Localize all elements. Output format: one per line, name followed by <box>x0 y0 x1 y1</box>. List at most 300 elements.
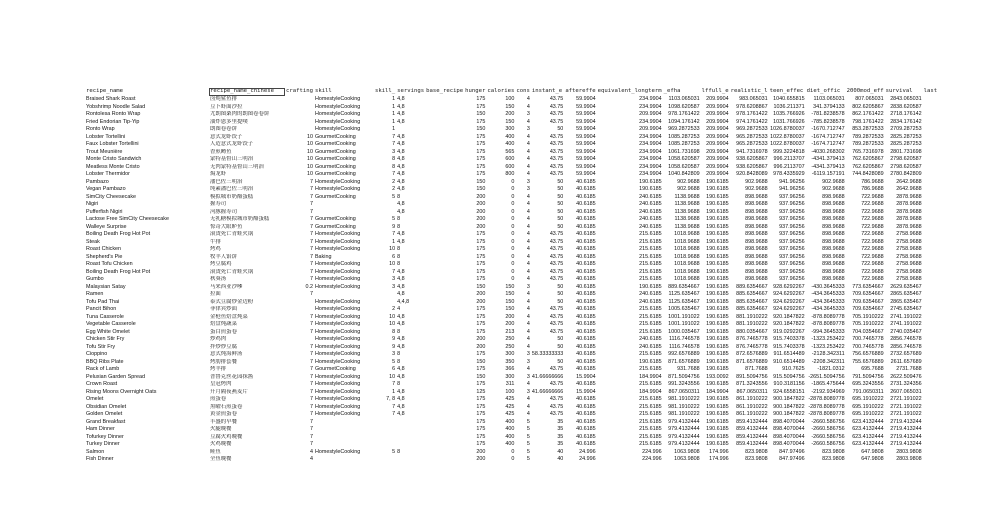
table-cell[interactable]: 4 <box>526 343 530 350</box>
table-cell[interactable] <box>425 351 464 359</box>
table-cell[interactable]: 烤鸡 <box>210 246 221 252</box>
table-cell[interactable]: 4 <box>526 223 530 230</box>
table-cell[interactable]: 902.9688 <box>677 186 700 192</box>
table-cell[interactable]: 5 <box>526 418 530 425</box>
table-cell[interactable] <box>396 126 425 134</box>
table-cell[interactable]: 175 <box>476 238 486 245</box>
table-cell[interactable]: 847.97496 <box>779 448 805 455</box>
table-cell[interactable]: 40.6185 <box>576 381 596 387</box>
table-cell[interactable]: 4,8 <box>397 336 405 342</box>
table-cell[interactable]: 59.9904 <box>576 163 596 170</box>
table-cell[interactable]: 2 <box>392 306 396 312</box>
table-cell[interactable]: 4,8 <box>397 103 405 110</box>
table-cell[interactable]: 4,8 <box>397 163 405 170</box>
column-header[interactable]: aftereffe <box>565 88 596 95</box>
table-cell[interactable]: GourmetCooking <box>314 133 356 140</box>
table-cell[interactable]: 50 <box>557 193 564 200</box>
table-cell[interactable]: 8 <box>397 351 401 357</box>
table-cell[interactable]: 8 <box>392 163 396 170</box>
table-cell[interactable]: 4 <box>526 141 530 147</box>
table-cell[interactable]: 695.7688 <box>861 366 884 372</box>
table-cell[interactable]: 拌炒炒豆腐 <box>210 343 237 350</box>
table-cell[interactable]: 4 <box>309 456 313 462</box>
table-cell[interactable]: 175 <box>476 118 486 125</box>
table-cell[interactable]: 人造意式龙虾饺子 <box>210 141 254 147</box>
table-cell[interactable]: 190.6185 <box>706 381 729 387</box>
table-cell[interactable]: 1103.065031 <box>668 96 700 102</box>
table-cell[interactable]: 1125.635467 <box>668 291 700 297</box>
table-cell[interactable]: 175 <box>476 366 486 372</box>
table-cell[interactable]: 823.9808 <box>745 448 768 455</box>
table-cell[interactable]: 885.6354667 <box>736 306 768 312</box>
table-cell[interactable]: 175 <box>476 96 486 102</box>
table-cell[interactable]: 709.6354667 <box>852 298 884 305</box>
table-cell[interactable]: 902.9688 <box>822 178 845 185</box>
table-cell[interactable]: 7 <box>392 411 396 417</box>
table-cell[interactable]: 200 <box>476 208 486 215</box>
table-cell[interactable]: 8 <box>392 156 396 162</box>
table-cell[interactable]: 786.9688 <box>861 186 884 192</box>
table-cell[interactable]: 695.3243556 <box>852 381 884 387</box>
table-cell[interactable]: -4341.379413 <box>811 163 845 170</box>
table-cell[interactable]: 普鲁克丝花园抹酱 <box>210 373 254 380</box>
table-cell[interactable]: 190.6185 <box>706 441 729 447</box>
table-cell[interactable]: 蒙特基督山三明治 <box>210 156 254 162</box>
column-header[interactable]: teen_effec <box>769 88 804 95</box>
table-cell[interactable]: 7 <box>309 441 313 447</box>
table-cell[interactable]: 175 <box>476 321 486 327</box>
table-cell[interactable]: HomestyleCooking <box>314 178 361 185</box>
table-cell[interactable]: 175 <box>476 403 486 410</box>
table-cell[interactable]: 0 <box>511 216 515 222</box>
table-cell[interactable]: 9 <box>392 343 396 350</box>
table-cell[interactable]: 7 <box>392 231 396 237</box>
table-cell[interactable]: 菲律宾炒面 <box>210 306 237 312</box>
table-cell[interactable]: GourmetCooking <box>314 193 356 200</box>
table-cell[interactable]: 1138.9688 <box>674 216 700 222</box>
table-cell[interactable]: 898.9688 <box>822 208 845 215</box>
table-cell[interactable]: 7 <box>309 186 313 192</box>
table-cell[interactable] <box>923 201 938 209</box>
table-cell[interactable]: 3 <box>526 111 530 117</box>
table-cell[interactable]: 43.75 <box>549 253 564 260</box>
table-cell[interactable]: 7 <box>309 276 313 282</box>
table-cell[interactable]: 40 <box>557 448 564 455</box>
table-cell[interactable]: 秋葵汤 <box>210 276 227 282</box>
table-cell[interactable]: 2719.413244 <box>890 426 922 432</box>
table-cell[interactable]: 979.4132444 <box>668 441 700 447</box>
table-cell[interactable]: 4 <box>526 231 530 237</box>
table-cell[interactable]: 40.6185 <box>576 246 596 252</box>
column-header[interactable]: base_recipe <box>426 88 464 95</box>
table-cell[interactable]: 898.9688 <box>822 238 845 245</box>
table-cell[interactable]: Lactose Free SimCity Cheesecake <box>86 216 169 222</box>
table-cell[interactable]: 722.9688 <box>861 268 884 275</box>
table-cell[interactable]: 881.1910222 <box>736 321 768 327</box>
table-cell[interactable] <box>425 126 464 134</box>
table-cell[interactable]: 200 <box>476 291 486 297</box>
table-cell[interactable]: 898.9688 <box>822 253 845 260</box>
table-cell[interactable]: 43.75 <box>549 148 564 155</box>
table-cell[interactable]: Yobshrimp Noodle Salad <box>86 103 146 110</box>
table-cell[interactable]: 920.1847822 <box>773 321 805 327</box>
table-cell[interactable]: HomestyleCooking <box>314 231 361 237</box>
table-cell[interactable]: 15.9904 <box>576 388 596 395</box>
table-cell[interactable] <box>425 381 464 389</box>
table-cell[interactable]: 937.96256 <box>779 201 805 207</box>
table-cell[interactable]: Rising Moons Overnight Oats <box>86 388 157 395</box>
table-cell[interactable] <box>923 179 938 187</box>
table-cell[interactable]: 1094.176142 <box>668 118 700 125</box>
table-cell[interactable]: 43.75 <box>549 321 564 327</box>
table-cell[interactable] <box>425 246 464 254</box>
table-cell[interactable]: HomestyleCooking <box>314 396 361 402</box>
table-cell[interactable]: 4,8 <box>397 268 405 275</box>
table-cell[interactable]: 859.4132444 <box>736 433 768 440</box>
table-cell[interactable]: 1138.9688 <box>674 193 700 200</box>
table-cell[interactable] <box>314 201 374 209</box>
table-cell[interactable] <box>425 426 464 434</box>
table-cell[interactable]: 4,8 <box>397 411 405 417</box>
table-cell[interactable]: Turkey Dinner <box>86 441 120 447</box>
table-cell[interactable]: HomestyleCooking <box>314 246 361 252</box>
table-cell[interactable]: 40.6185 <box>576 298 596 305</box>
table-cell[interactable]: 4 <box>526 171 530 177</box>
table-cell[interactable]: 911.6514489 <box>773 351 805 357</box>
table-cell[interactable]: 981.1910222 <box>668 411 700 417</box>
table-cell[interactable]: 7 <box>309 381 313 387</box>
table-cell[interactable]: Golden Omelet <box>86 411 123 417</box>
table-cell[interactable]: 823.9808 <box>745 456 768 462</box>
table-cell[interactable]: 209.9904 <box>706 103 729 110</box>
table-cell[interactable]: 2721.191022 <box>890 396 922 402</box>
table-cell[interactable] <box>923 194 938 202</box>
table-cell[interactable]: 1035.766926 <box>773 111 805 117</box>
table-cell[interactable]: 5 <box>526 441 530 447</box>
table-cell[interactable]: 900.1847822 <box>773 403 805 410</box>
table-cell[interactable]: 2825.287253 <box>890 141 922 147</box>
table-cell[interactable]: 647.9808 <box>861 456 884 462</box>
table-cell[interactable]: 59.9904 <box>576 141 596 147</box>
table-cell[interactable]: 10 <box>306 163 313 170</box>
table-cell[interactable]: 190.6185 <box>639 186 662 192</box>
table-cell[interactable]: 2745.635467 <box>890 306 922 312</box>
table-cell[interactable] <box>374 291 396 299</box>
table-cell[interactable]: 35 <box>557 433 564 440</box>
table-cell[interactable]: 2719.413244 <box>890 418 922 425</box>
table-cell[interactable]: 烤肋排套餐 <box>210 358 237 365</box>
table-cell[interactable]: 175 <box>476 261 486 267</box>
table-cell[interactable]: 7 <box>309 418 313 425</box>
table-cell[interactable]: 240.6185 <box>639 201 662 207</box>
table-cell[interactable]: 789.2872533 <box>852 141 884 147</box>
table-cell[interactable]: 8 <box>397 216 401 222</box>
table-cell[interactable]: 7 <box>309 343 313 350</box>
table-cell[interactable]: Boiling Death Frog Hot Pot <box>86 231 151 237</box>
table-cell[interactable]: 50 <box>557 186 564 192</box>
table-cell[interactable]: 190.6185 <box>639 178 662 185</box>
table-cell[interactable]: 915.7403378 <box>773 336 805 342</box>
table-cell[interactable]: 4 <box>397 306 401 312</box>
table-cell[interactable]: 647.9808 <box>861 448 884 455</box>
table-cell[interactable]: 2622.509476 <box>890 373 922 380</box>
table-cell[interactable]: 209.9904 <box>706 126 729 132</box>
table-cell[interactable]: 5 <box>526 433 530 440</box>
table-cell[interactable]: 234.9904 <box>639 96 662 102</box>
table-cell[interactable]: 4,4,8 <box>397 298 410 305</box>
table-cell[interactable]: 938.6205867 <box>736 163 768 170</box>
table-cell[interactable]: 40.6185 <box>576 178 596 185</box>
table-cell[interactable]: 4,8 <box>397 238 405 245</box>
table-cell[interactable]: -785.8238578 <box>811 118 845 125</box>
table-cell[interactable]: 59.9904 <box>576 156 596 162</box>
table-cell[interactable]: 215.6185 <box>639 253 662 260</box>
table-cell[interactable] <box>923 134 938 142</box>
table-cell[interactable] <box>425 329 464 337</box>
table-cell[interactable] <box>425 434 464 442</box>
table-cell[interactable]: 1 <box>392 96 396 102</box>
table-cell[interactable]: 755.6576889 <box>852 358 884 365</box>
table-cell[interactable]: GourmetCooking <box>314 216 356 222</box>
table-cell[interactable] <box>374 299 396 307</box>
table-cell[interactable]: 2718.176142 <box>890 111 922 117</box>
table-cell[interactable]: 2741.191022 <box>890 313 922 320</box>
table-cell[interactable]: 789.2872533 <box>852 133 884 140</box>
table-cell[interactable]: Roast Chicken <box>86 246 122 252</box>
table-cell[interactable]: 43.75 <box>549 111 564 117</box>
table-cell[interactable]: 215.6185 <box>639 351 662 357</box>
table-cell[interactable]: HomestyleCooking <box>314 118 361 125</box>
table-cell[interactable]: 7 <box>309 178 313 185</box>
table-cell[interactable]: 175 <box>476 426 486 432</box>
table-cell[interactable]: 10 <box>306 171 313 177</box>
table-cell[interactable]: 937.96256 <box>779 208 805 215</box>
table-cell[interactable]: 59.9904 <box>576 148 596 155</box>
table-cell[interactable]: 意式龙虾饺子 <box>210 133 243 140</box>
table-cell[interactable]: 190.6185 <box>706 298 729 305</box>
table-cell[interactable]: 5 <box>392 216 396 222</box>
table-cell[interactable]: 175 <box>476 156 486 162</box>
table-cell[interactable]: 8 <box>397 253 401 260</box>
table-cell[interactable]: 0 <box>511 246 515 252</box>
table-cell[interactable]: 10 <box>389 246 396 252</box>
table-cell[interactable]: 全鱼晚餐 <box>210 456 232 462</box>
table-cell[interactable]: -1865.475644 <box>811 381 845 387</box>
table-cell[interactable]: 885.6354667 <box>736 291 768 297</box>
table-cell[interactable]: 0 <box>511 178 515 185</box>
table-cell[interactable]: 996.2113707 <box>773 163 805 170</box>
table-cell[interactable] <box>285 96 314 104</box>
table-cell[interactable]: 50 <box>557 201 564 207</box>
table-cell[interactable]: 786.9688 <box>861 178 884 185</box>
table-cell[interactable]: 3 <box>526 186 530 192</box>
table-cell[interactable]: 978.4335929 <box>773 171 805 177</box>
table-cell[interactable]: 996.2113707 <box>773 156 805 162</box>
table-cell[interactable]: GourmetCooking <box>314 156 356 162</box>
table-cell[interactable]: -878.8089778 <box>811 313 845 320</box>
table-cell[interactable]: 40.6185 <box>576 306 596 312</box>
table-cell[interactable]: 190.6185 <box>706 178 729 185</box>
table-cell[interactable]: 7 <box>309 321 313 327</box>
table-cell[interactable] <box>425 344 464 352</box>
table-cell[interactable]: 898.9688 <box>822 261 845 267</box>
table-cell[interactable]: HomestyleCooking <box>314 96 361 102</box>
table-cell[interactable] <box>923 404 938 412</box>
table-cell[interactable]: Vegan Pambazo <box>86 186 126 192</box>
column-header[interactable]: diet_offic <box>806 88 841 95</box>
table-cell[interactable]: 190.6185 <box>706 306 729 312</box>
table-cell[interactable]: 240.6185 <box>639 208 662 215</box>
table-cell[interactable]: -1674.712747 <box>811 133 845 140</box>
table-cell[interactable]: 240.6185 <box>639 343 662 350</box>
table-cell[interactable]: 纯素潘巴佐三明治 <box>210 186 254 192</box>
table-cell[interactable]: -781.8238578 <box>811 111 845 117</box>
table-cell[interactable]: 炒鸡肉 <box>210 336 227 342</box>
table-cell[interactable]: 火腿晚餐 <box>210 426 232 432</box>
table-cell[interactable]: 40.6185 <box>576 291 596 297</box>
table-cell[interactable]: 695.1910222 <box>852 396 884 402</box>
table-cell[interactable] <box>396 441 425 449</box>
table-cell[interactable]: 978.6208867 <box>736 103 768 110</box>
table-cell[interactable]: 4 <box>526 306 530 312</box>
table-cell[interactable]: 941.96256 <box>779 178 805 185</box>
table-cell[interactable] <box>285 104 314 112</box>
table-cell[interactable]: 4 <box>526 246 530 252</box>
table-cell[interactable]: 190.6185 <box>706 343 729 350</box>
table-cell[interactable]: 黄金煎蛋卷 <box>210 411 237 417</box>
table-cell[interactable]: 898.9688 <box>822 193 845 200</box>
table-cell[interactable]: 190.6185 <box>706 216 729 222</box>
table-cell[interactable]: HomestyleCooking <box>314 448 361 455</box>
table-cell[interactable] <box>425 441 464 449</box>
table-cell[interactable]: 931.7688 <box>677 366 700 372</box>
table-cell[interactable]: -4341.379413 <box>811 156 845 162</box>
table-cell[interactable]: Roast Tofu Chicken <box>86 261 133 267</box>
table-cell[interactable]: Tuna Casserole <box>86 313 124 320</box>
table-cell[interactable]: 43.75 <box>549 133 564 140</box>
table-cell[interactable]: 2803.9808 <box>896 456 922 462</box>
table-cell[interactable]: Cioppino <box>86 351 108 357</box>
table-cell[interactable]: 蛋白煎蛋卷 <box>210 328 237 335</box>
table-cell[interactable]: 898.9688 <box>745 231 768 237</box>
table-cell[interactable]: 7 <box>309 373 313 380</box>
table-cell[interactable]: 50 <box>557 178 564 185</box>
table-cell[interactable]: 1 <box>392 103 396 110</box>
table-cell[interactable]: 40.6185 <box>576 253 596 260</box>
table-cell[interactable]: 0 <box>511 253 515 260</box>
table-cell[interactable]: 10 <box>306 141 313 147</box>
table-cell[interactable]: 756.6576889 <box>852 351 884 357</box>
table-cell[interactable]: 40.6185 <box>576 411 596 417</box>
table-cell[interactable]: 190.6185 <box>706 403 729 410</box>
table-cell[interactable]: 859.4132444 <box>736 426 768 432</box>
table-cell[interactable]: 937.96256 <box>779 261 805 267</box>
table-cell[interactable]: HomestyleCooking <box>314 298 361 305</box>
table-cell[interactable]: 190.6185 <box>706 223 729 230</box>
table-cell[interactable]: 898.9688 <box>822 216 845 222</box>
table-cell[interactable]: HomestyleCooking <box>314 336 361 342</box>
table-cell[interactable]: 43.75 <box>549 156 564 162</box>
table-cell[interactable]: 1098.620587 <box>668 103 700 110</box>
table-cell[interactable]: 100 <box>505 96 515 102</box>
table-cell[interactable] <box>923 291 938 299</box>
table-cell[interactable] <box>923 374 938 382</box>
table-cell[interactable]: 190.6185 <box>706 276 729 282</box>
table-cell[interactable]: 234.9904 <box>639 133 662 140</box>
table-cell[interactable]: HomestyleCooking <box>314 261 361 267</box>
table-cell[interactable]: 7 <box>309 238 313 245</box>
table-cell[interactable]: 862.1761422 <box>852 111 884 117</box>
table-cell[interactable]: 175 <box>476 328 486 335</box>
table-cell[interactable]: 175 <box>476 133 486 140</box>
table-cell[interactable]: 190.6185 <box>706 418 729 425</box>
table-cell[interactable]: 190.6185 <box>706 208 729 215</box>
table-cell[interactable] <box>923 321 938 329</box>
table-cell[interactable]: HomestyleCooking <box>314 411 361 417</box>
table-cell[interactable]: 190.6185 <box>706 186 729 192</box>
table-cell[interactable]: 885.6354667 <box>736 298 768 305</box>
table-cell[interactable]: 175 <box>476 141 486 147</box>
table-cell[interactable] <box>923 359 938 367</box>
table-cell[interactable]: 1085.287253 <box>668 133 700 140</box>
table-cell[interactable] <box>923 126 938 134</box>
table-cell[interactable]: 50 <box>557 223 564 230</box>
table-cell[interactable]: 8 <box>397 261 401 267</box>
table-cell[interactable]: 773.6354667 <box>852 283 884 290</box>
table-cell[interactable]: 215.6185 <box>639 268 662 275</box>
table-cell[interactable]: 150 <box>476 111 486 117</box>
table-cell[interactable]: 722.9688 <box>861 231 884 237</box>
table-cell[interactable]: GourmetCooking <box>314 148 356 155</box>
table-cell[interactable]: 1103.065031 <box>813 96 845 102</box>
table-cell[interactable]: Rontolesa Ronto Wrap <box>86 111 141 117</box>
table-cell[interactable]: 704.0354667 <box>852 328 884 335</box>
table-cell[interactable]: 2798.620587 <box>890 163 922 170</box>
table-cell[interactable]: 15.9904 <box>576 373 596 380</box>
table-cell[interactable]: 924.6292267 <box>773 291 805 297</box>
table-cell[interactable]: 40.6185 <box>576 223 596 230</box>
table-cell[interactable]: 4 <box>526 313 530 320</box>
table-cell[interactable]: -2878.8089778 <box>808 403 845 410</box>
table-cell[interactable]: 1018.9688 <box>674 253 700 260</box>
table-cell[interactable]: 853.2872533 <box>852 126 884 132</box>
table-cell[interactable]: 695.1910222 <box>852 403 884 410</box>
table-cell[interactable]: 150 <box>476 186 486 192</box>
table-cell[interactable] <box>923 104 938 112</box>
table-cell[interactable]: 240.6185 <box>639 336 662 342</box>
table-cell[interactable]: 215.6185 <box>639 306 662 312</box>
table-cell[interactable]: 4 <box>526 133 530 140</box>
table-cell[interactable]: 1125.635467 <box>668 298 700 305</box>
table-cell[interactable]: 40.6185 <box>576 403 596 410</box>
table-cell[interactable]: 898.9688 <box>822 231 845 237</box>
table-cell[interactable]: HomestyleCooking <box>314 126 361 132</box>
table-cell[interactable]: 握寿司 <box>210 201 227 207</box>
table-cell[interactable]: 0 <box>511 448 515 455</box>
table-cell[interactable]: 2607.065031 <box>890 388 922 395</box>
table-cell[interactable]: 2878.9688 <box>896 208 922 215</box>
table-cell[interactable]: 43.75 <box>549 163 564 170</box>
table-cell[interactable]: 1001.191022 <box>668 313 700 320</box>
table-cell[interactable] <box>314 291 374 299</box>
table-cell[interactable]: 1063.9808 <box>674 456 700 462</box>
table-cell[interactable] <box>425 164 464 172</box>
column-header[interactable]: cons <box>516 88 530 95</box>
table-cell[interactable]: 623.4132444 <box>852 418 884 425</box>
table-cell[interactable]: 915.7403378 <box>773 343 805 350</box>
table-cell[interactable] <box>374 419 396 427</box>
table-cell[interactable]: 209.9904 <box>706 148 729 155</box>
